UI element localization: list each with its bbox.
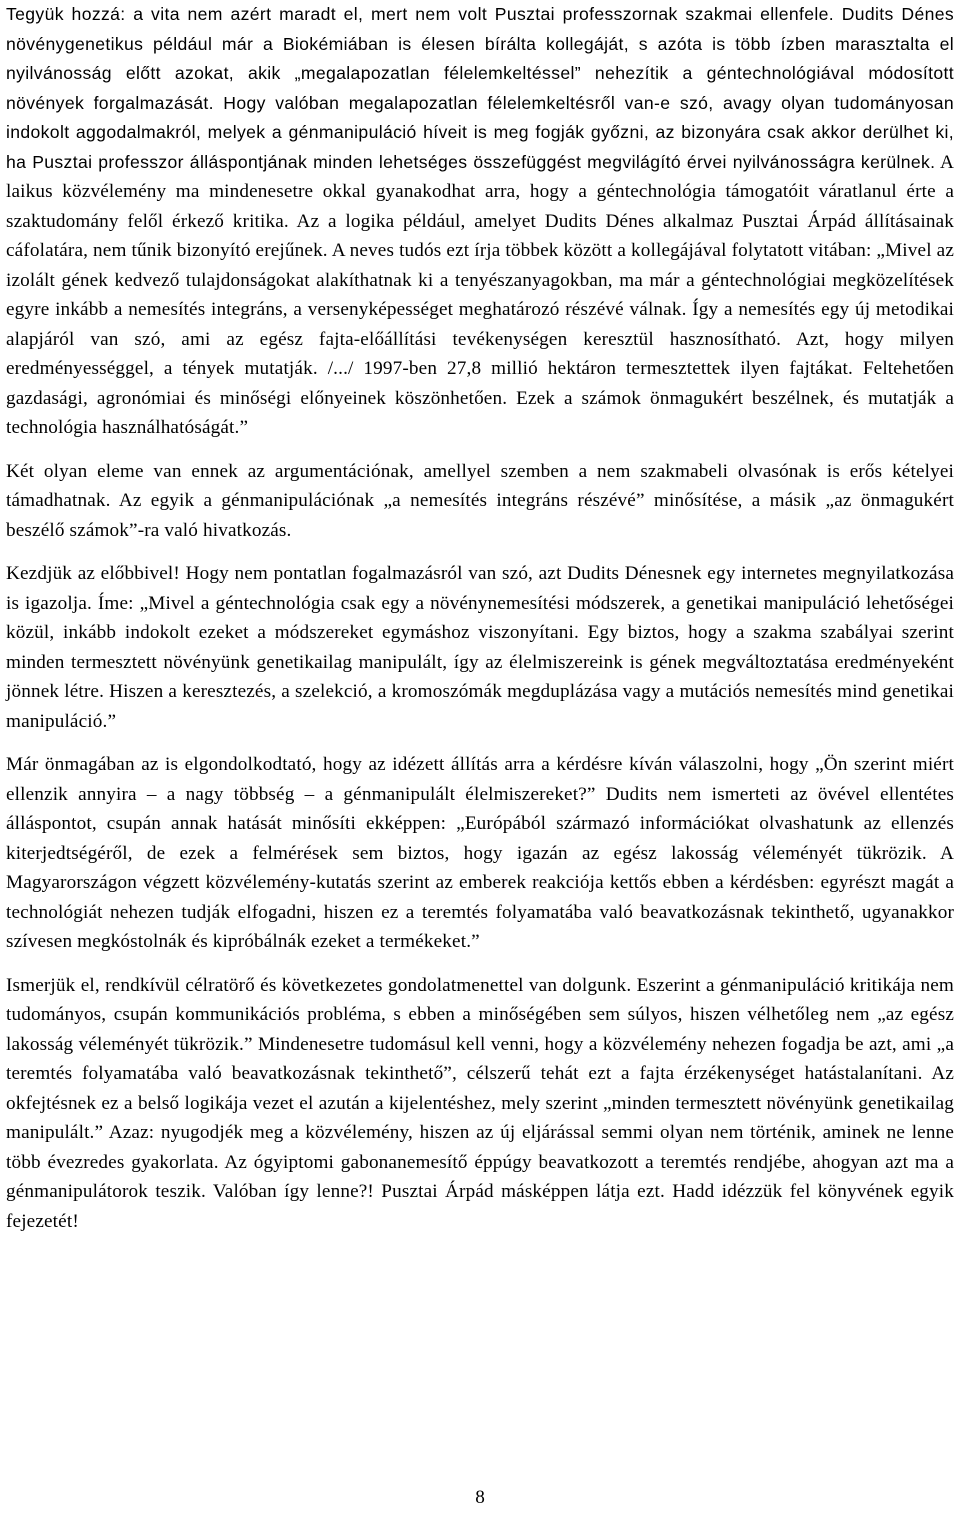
document-body <box>6 0 954 1236</box>
paragraph-text: Tegyük hozzá: a vita nem azért maradt el, mert nem volt Pusztai professzornak szakmai ellenfele. Dudits Dénes növénygenetikus például már a Biokémiában is élesen bírálta kollegáját, s azóta is több ízben marasztalta el nyilvánosság előtt azokat, akik „megalapozatlan félelemkeltéssel” nehezítik a géntechnológiával módosított növények forgalmazását. Hogy valóban megalapozatlan félelemkeltésről van-e szó, avagy olyan tudományosan indokolt aggodalmakról, melyek a génmanipuláció híveit is meg fogják győzni, az bizonyára csak akkor derülhet ki, ha Pusztai professzor álláspontjának minden lehetséges összefüggést megvilágító érvei nyilvánosságra kerülnek. <box>6 4 954 172</box>
paragraph <box>6 457 954 546</box>
page-number: 8 <box>475 1487 485 1508</box>
paragraph <box>6 0 954 443</box>
paragraph-text: Két olyan eleme van ennek az argumentációnak, amellyel szemben a nem szakmabeli olvasónak is erős kételyei támadhatnak. Az egyik a génmanipulációnak „a nemesítés integráns részévé” minősítése, a másik „az önmagukért beszélő számok”-ra való hivatkozás. <box>6 460 954 541</box>
paragraph-text: A laikus közvélemény ma mindenesetre okkal gyanakodhat arra, hogy a géntechnológia támogatóit váratlanul érte a szaktudomány felől érkező kritika. Az a logika például, amelyet Dudits Dénes alkalmaz Pusztai Árpád állításainak cáfolatára, nem tűnik bizonyító erejűnek. A neves tudós ezt írja többek között a kollegájával folytatott vitában: „Mivel az izolált gének kedvező tulajdonságokat alakíthatnak ki a tenyészanyagokban, ma már a géntechnológiai megközelítések egyre inkább a nemesítés integráns, a versenyképességet meghatározó részévé válnak. Így a nemesítés egy új metodikai alapjáról van szó, ami az egész fajta-előállítási tevékenységen keresztül hasznosítható. Azt, hogy milyen eredményességgel, a tények mutatják. /.../ 1997-ben 27,8 millió hektáron termesztettek ilyen fajtákat. Feltehetően gazdasági, agronómiai és minőségi előnyeinek köszönhetően. Ezek a számok önmagukért beszélnek, és mutatják a technológia használhatóságát.” <box>6 151 954 438</box>
paragraph-text: Már önmagában az is elgondolkodtató, hogy az idézett állítás arra a kérdésre kíván válaszolni, hogy „Ön szerint miért ellenzik annyira – a nagy többség – a génmanipulált élelmiszereket?” Dudits nem ismerteti az övével ellentétes álláspontot, csupán annak hatását minősíti ekképpen: „Európából származó információkat olvashatunk az ellenzés kiterjedtségéről, de ezek a felmérések sem biztos, hogy igazán az egész lakosság véleményét tükrözik. A Magyarországon végzett közvélemény-kutatás szerint az emberek reakciója kettős ebben a kérdésben: egyrészt magát a technológiát nehezen tudják elfogadni, hiszen ez a teremtés folyamatába való beavatkozásnak tekinthető, ugyanakkor szívesen megkóstolnák és kipróbálnák ezeket a termékeket.” <box>6 754 954 952</box>
paragraph-text: Kezdjük az előbbivel! Hogy nem pontatlan fogalmazásról van szó, azt Dudits Dénesnek egy internetes megnyilatkozása is igazolja. Íme: „Mivel a géntechnológia csak egy a növénynemesítési módszerek, a genetikai manipuláció lehetőségei közül, inkább indokolt ezeket a módszereket egymáshoz viszonyítani. Egy biztos, hogy a szakma szabályai szerint minden termesztett növényünk genetikailag manipulált, így az élelmiszereink is gének megváltoztatása eredményeként jönnek létre. Hiszen a keresztezés, a szelekció, a kromoszómák megduplázása vagy a mutációs nemesítés mind genetikai manipuláció.” <box>6 563 954 732</box>
paragraph <box>6 971 954 1237</box>
document-page <box>6 0 954 1525</box>
paragraph <box>6 750 954 957</box>
paragraph-text: Ismerjük el, rendkívül célratörő és következetes gondolatmenettel van dolgunk. Eszerint a génmanipuláció kritikája nem tudományos, csupán kommunikációs probléma, s ebben a minőségében sem súlyos, hiszen vélhetőleg nem „az egész lakosság véleményét tükrözik.” Mindenesetre tudomásul kell venni, hogy a közvélemény nehezen fogadja be azt, ami „a teremtés folyamatába való beavatkozásnak tekinthető”, célszerű tehát ezt a fajta érzékenységet hatástalanítani. Az okfejtésnek ez a belső logikája vezet el azután a kijelentéshez, mely szerint „minden termesztett növényünk genetikailag manipulált.” Azaz: nyugodjék meg a közvélemény, hiszen az új eljárással semmi olyan nem történik, aminek ne lenne több évezredes gyakorlata. Az ógyiptomi gabonanemesítő éppúgy beavatkozott a teremtés rendjébe, ahogyan azt ma a génmanipulátorok teszik. Valóban így lenne?! Pusztai Árpád másképpen látja ezt. Hadd idézzük fel könyvének egyik fejezetét! <box>6 974 954 1232</box>
paragraph <box>6 559 954 736</box>
